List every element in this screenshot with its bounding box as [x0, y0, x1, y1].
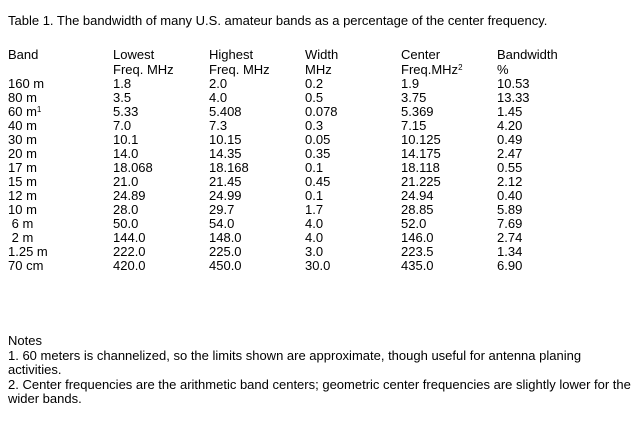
header-center: [401, 47, 497, 77]
cell-lowest-text: 10.1: [113, 132, 139, 147]
cell-band-text: 30 m: [8, 132, 37, 147]
cell-bandwidth-text: 2.74: [497, 230, 523, 245]
cell-band-text: 2 m: [8, 230, 34, 245]
cell-band: [0, 175, 113, 189]
table-row: [0, 189, 597, 203]
cell-width: [305, 217, 401, 231]
cell-band: [0, 217, 113, 231]
cell-width-text: 0.5: [305, 90, 324, 105]
cell-bandwidth: [497, 77, 597, 91]
header-lowest: [113, 47, 209, 77]
header-line1: Highest: [209, 47, 254, 62]
cell-width: [305, 105, 401, 119]
cell-bandwidth-text: 2.12: [497, 174, 523, 189]
cell-highest-text: 148.0: [209, 230, 242, 245]
header-line2: %: [497, 62, 509, 77]
cell-bandwidth: [497, 203, 597, 217]
table-row: [0, 203, 597, 217]
header-line1: Lowest: [113, 47, 155, 62]
cell-center: [401, 161, 497, 175]
cell-lowest: [113, 217, 209, 231]
cell-highest-text: 54.0: [209, 216, 235, 231]
cell-bandwidth-text: 0.40: [497, 188, 523, 203]
cell-center-text: 223.5: [401, 244, 434, 259]
cell-lowest: [113, 231, 209, 245]
cell-highest-text: 10.15: [209, 132, 242, 147]
cell-width-text: 0.1: [305, 188, 324, 203]
cell-center-text: 3.75: [401, 90, 427, 105]
cell-bandwidth: [497, 91, 597, 105]
cell-band: [0, 91, 113, 105]
cell-center-text: 24.94: [401, 188, 434, 203]
cell-center: [401, 217, 497, 231]
header-line2: Freq. MHz: [209, 62, 270, 77]
table-row: [0, 161, 597, 175]
cell-bandwidth: [497, 161, 597, 175]
header-line1: Width: [305, 47, 339, 62]
cell-band-text: 15 m: [8, 174, 37, 189]
cell-center: [401, 119, 497, 133]
cell-lowest-text: 14.0: [113, 146, 139, 161]
cell-bandwidth-text: 1.45: [497, 104, 523, 119]
cell-center: [401, 147, 497, 161]
cell-band-text: 40 m: [8, 118, 37, 133]
cell-center: [401, 231, 497, 245]
cell-band-text: 6 m: [8, 216, 34, 231]
cell-width-text: 0.05: [305, 132, 331, 147]
cell-highest: [209, 259, 305, 273]
cell-bandwidth: [497, 105, 597, 119]
cell-band: [0, 161, 113, 175]
cell-highest-text: 7.3: [209, 118, 228, 133]
cell-bandwidth: [497, 259, 597, 273]
cell-center: [401, 133, 497, 147]
cell-width: [305, 91, 401, 105]
cell-width: [305, 203, 401, 217]
cell-width-text: 0.2: [305, 76, 324, 91]
cell-highest-text: 450.0: [209, 258, 242, 273]
cell-width: [305, 231, 401, 245]
cell-lowest-text: 18.068: [113, 160, 153, 175]
cell-highest-text: 5.408: [209, 104, 242, 119]
cell-center-text: 5.369: [401, 104, 434, 119]
cell-lowest-text: 21.0: [113, 174, 139, 189]
cell-lowest-text: 1.8: [113, 76, 132, 91]
header-line2: [8, 62, 113, 77]
table-header: [0, 47, 597, 77]
cell-band: [0, 105, 113, 119]
notes-title: Notes: [8, 333, 42, 348]
cell-width-text: 0.35: [305, 146, 331, 161]
cell-lowest: [113, 147, 209, 161]
footnote-ref-1: 1: [36, 105, 42, 114]
cell-lowest-text: 222.0: [113, 244, 146, 259]
cell-band: [0, 245, 113, 259]
cell-band: [0, 119, 113, 133]
cell-lowest: [113, 133, 209, 147]
footnote-ref-2: 2: [458, 63, 463, 72]
cell-band: [0, 133, 113, 147]
header-line1: Band: [8, 47, 39, 62]
cell-center: [401, 105, 497, 119]
table-row: [0, 147, 597, 161]
cell-highest: [209, 175, 305, 189]
cell-band-text: 1.25 m: [8, 244, 48, 259]
cell-center: [401, 189, 497, 203]
cell-width: [305, 133, 401, 147]
cell-width: [305, 119, 401, 133]
cell-lowest: [113, 77, 209, 91]
cell-center: [401, 77, 497, 91]
cell-width: [305, 259, 401, 273]
cell-center-text: 1.9: [401, 76, 420, 91]
cell-width-text: 0.1: [305, 160, 324, 175]
header-width: [305, 47, 401, 77]
cell-highest: [209, 91, 305, 105]
cell-width: [305, 245, 401, 259]
table-row: [0, 175, 597, 189]
cell-band-text: 10 m: [8, 202, 37, 217]
band-table: [0, 47, 597, 273]
table-row: [0, 217, 597, 231]
cell-width-text: 0.45: [305, 174, 331, 189]
table-row: [0, 119, 597, 133]
cell-band: [0, 203, 113, 217]
cell-band: [0, 77, 113, 91]
cell-band-text: 60 m: [8, 104, 37, 119]
cell-width-text: 0.3: [305, 118, 324, 133]
table-row: [0, 91, 597, 105]
cell-bandwidth: [497, 189, 597, 203]
cell-center-text: 21.225: [401, 174, 441, 189]
cell-lowest-text: 7.0: [113, 118, 132, 133]
cell-highest: [209, 119, 305, 133]
cell-lowest: [113, 105, 209, 119]
header-line2: [401, 62, 497, 77]
header-line2: Freq. MHz: [113, 62, 174, 77]
cell-highest-text: 2.0: [209, 76, 228, 91]
cell-width-text: 3.0: [305, 244, 324, 259]
cell-lowest: [113, 245, 209, 259]
cell-bandwidth: [497, 147, 597, 161]
note-item: 2. Center frequencies are the arithmetic band centers; geometric center frequencies are slightly lower for the wider bands.: [8, 376, 631, 406]
cell-bandwidth-text: 0.55: [497, 160, 523, 175]
cell-center-text: 146.0: [401, 230, 434, 245]
cell-highest: [209, 203, 305, 217]
cell-bandwidth-text: 10.53: [497, 76, 530, 91]
cell-center-text: 18.118: [401, 160, 440, 175]
table-caption: Table 1. The bandwidth of many U.S. amateur bands as a percentage of the center frequency.: [8, 13, 548, 28]
cell-highest: [209, 105, 305, 119]
cell-bandwidth-text: 7.69: [497, 216, 523, 231]
cell-center: [401, 175, 497, 189]
table-row: [0, 77, 597, 91]
cell-band-text: 20 m: [8, 146, 37, 161]
cell-band: [0, 189, 113, 203]
cell-bandwidth: [497, 231, 597, 245]
header-line2: MHz: [305, 62, 332, 77]
cell-center-text: 10.125: [401, 132, 441, 147]
cell-center-text: 14.175: [401, 146, 441, 161]
cell-highest: [209, 161, 305, 175]
cell-lowest: [113, 189, 209, 203]
cell-width: [305, 77, 401, 91]
cell-width-text: 1.7: [305, 202, 324, 217]
cell-highest: [209, 245, 305, 259]
cell-bandwidth-text: 1.34: [497, 244, 523, 259]
header-band: [0, 47, 113, 77]
cell-lowest: [113, 161, 209, 175]
cell-center: [401, 203, 497, 217]
cell-bandwidth-text: 4.20: [497, 118, 523, 133]
cell-center-text: 28.85: [401, 202, 434, 217]
cell-highest: [209, 77, 305, 91]
header-line1: Center: [401, 47, 441, 62]
cell-center: [401, 245, 497, 259]
cell-highest: [209, 231, 305, 245]
cell-highest-text: 21.45: [209, 174, 242, 189]
table-row: [0, 245, 597, 259]
cell-highest: [209, 147, 305, 161]
cell-width-text: 4.0: [305, 230, 324, 245]
cell-lowest: [113, 91, 209, 105]
header-line1: Bandwidth: [497, 47, 558, 62]
cell-band: [0, 259, 113, 273]
cell-width: [305, 189, 401, 203]
table-row: [0, 133, 597, 147]
cell-lowest-text: 3.5: [113, 90, 132, 105]
notes-section: [8, 334, 633, 407]
header-bandwidth: [497, 47, 597, 77]
cell-highest-text: 4.0: [209, 90, 228, 105]
cell-bandwidth: [497, 133, 597, 147]
cell-band: [0, 231, 113, 245]
cell-center: [401, 91, 497, 105]
cell-center-text: 435.0: [401, 258, 434, 273]
cell-lowest-text: 420.0: [113, 258, 146, 273]
cell-center-text: 52.0: [401, 216, 427, 231]
cell-highest-text: 18.168: [209, 160, 249, 175]
cell-width-text: 30.0: [305, 258, 331, 273]
cell-band-text: 160 m: [8, 76, 45, 91]
table-body: [0, 77, 597, 273]
table-row: [0, 105, 597, 119]
header-center-unit: Freq.MHz: [401, 62, 459, 77]
cell-bandwidth: [497, 217, 597, 231]
cell-bandwidth-text: 13.33: [497, 90, 530, 105]
cell-center-text: 7.15: [401, 118, 427, 133]
cell-lowest-text: 5.33: [113, 104, 139, 119]
cell-highest: [209, 189, 305, 203]
cell-bandwidth: [497, 245, 597, 259]
cell-bandwidth-text: 5.89: [497, 202, 523, 217]
cell-lowest-text: 28.0: [113, 202, 139, 217]
cell-lowest: [113, 259, 209, 273]
cell-highest-text: 29.7: [209, 202, 235, 217]
header-highest: [209, 47, 305, 77]
cell-bandwidth: [497, 175, 597, 189]
cell-band: [0, 147, 113, 161]
cell-highest-text: 225.0: [209, 244, 242, 259]
cell-lowest: [113, 203, 209, 217]
cell-highest: [209, 217, 305, 231]
cell-bandwidth: [497, 119, 597, 133]
cell-bandwidth-text: 6.90: [497, 258, 523, 273]
cell-width: [305, 161, 401, 175]
cell-lowest-text: 24.89: [113, 188, 146, 203]
cell-lowest: [113, 175, 209, 189]
cell-lowest-text: 144.0: [113, 230, 146, 245]
cell-lowest: [113, 119, 209, 133]
cell-band-text: 12 m: [8, 188, 37, 203]
cell-width-text: 4.0: [305, 216, 324, 231]
cell-highest-text: 24.99: [209, 188, 242, 203]
table-row: [0, 259, 597, 273]
note-item: 1. 60 meters is channelized, so the limits shown are approximate, though useful for antenna planing activities.: [8, 347, 582, 377]
cell-band-text: 70 cm: [8, 258, 44, 273]
cell-width: [305, 147, 401, 161]
cell-bandwidth-text: 2.47: [497, 146, 523, 161]
cell-width: [305, 175, 401, 189]
table-row: [0, 231, 597, 245]
cell-band-text: 80 m: [8, 90, 37, 105]
cell-highest-text: 14.35: [209, 146, 242, 161]
cell-width-text: 0.078: [305, 104, 338, 119]
cell-lowest-text: 50.0: [113, 216, 139, 231]
cell-bandwidth-text: 0.49: [497, 132, 523, 147]
cell-band-text: 17 m: [8, 160, 37, 175]
cell-highest: [209, 133, 305, 147]
cell-center: [401, 259, 497, 273]
